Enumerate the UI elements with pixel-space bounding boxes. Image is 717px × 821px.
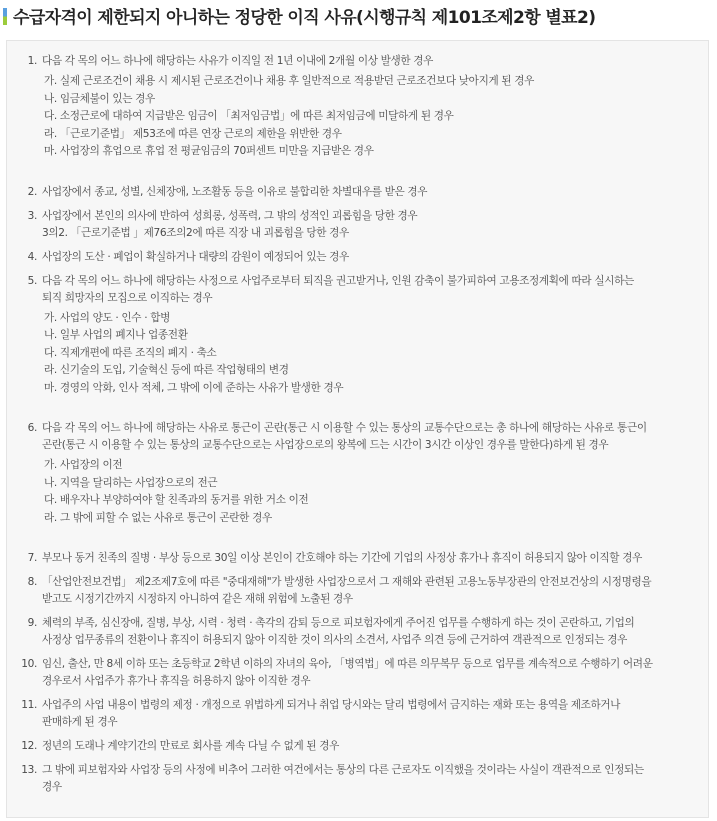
item-number: 10. <box>21 658 37 670</box>
item-number: 4. <box>27 250 37 263</box>
list-item <box>7 738 708 755</box>
item-number: 2. <box>27 185 37 198</box>
item-text: 사업장에서 종교, 성별, 신체장애, 노조활동 등을 이유로 불합리한 차별대우를 받은 경우 <box>42 185 428 198</box>
item-text: 사업장의 도산 · 폐업이 확실하거나 대량의 감원이 예정되어 있는 경우 <box>42 250 349 263</box>
item-text: 부모나 동거 친족의 질병 · 부상 등으로 30일 이상 본인이 간호해야 하는 기간에 기업의 사정상 휴가나 휴직이 허용되지 않아 이직할 경우 <box>42 552 642 564</box>
list-item <box>7 273 708 398</box>
item-text: 정년의 도래나 계약기간의 만료로 회사를 계속 다닐 수 없게 된 경우 <box>42 740 340 752</box>
sub-list-item: 가. 사업의 양도 · 인수 · 합병 <box>44 311 170 324</box>
page-header <box>0 0 717 34</box>
item-number: 6. <box>27 422 37 434</box>
sub-list-item: 나. 지역을 달리하는 사업장으로의 전근 <box>44 476 218 489</box>
sub-list-item: 라. 「근로기준법」 제53조에 따른 연장 근로의 제한을 위반한 경우 <box>44 127 342 140</box>
item-text: 그 밖에 피보험자와 사업장 등의 사정에 비추어 그러한 여건에서는 통상의 다른 근로자도 이직했을 것이라는 사실이 객관적으로 인정되는 <box>42 764 644 776</box>
item-text: 판매하게 된 경우 <box>42 716 118 728</box>
list-item <box>7 249 708 266</box>
item-number: 9. <box>27 617 37 629</box>
content-box <box>6 40 709 818</box>
item-text: 「산업안전보건법」 제2조제7호에 따른 "중대재해"가 발생한 사업장으로서 그 재해와 관련된 고용노동부장관의 안전보건상의 시정명령을 <box>42 576 652 588</box>
sub-list-item: 나. 임금체불이 있는 경우 <box>44 92 155 105</box>
item-number: 12. <box>21 740 37 752</box>
item-number: 5. <box>27 274 37 287</box>
list-item <box>7 697 708 731</box>
page-title: 수급자격이 제한되지 아니하는 정당한 이직 사유(시행규칙 제101조제2항 별표2) <box>13 8 596 28</box>
item-text: 체력의 부족, 심신장애, 질병, 부상, 시력 · 청력 · 촉각의 감퇴 등으로 피보험자에게 주어진 업무를 수행하게 하는 것이 곤란하고, 기업의 <box>42 617 635 629</box>
item-text: 받고도 시정기간까지 시정하지 아니하여 같은 재해 위험에 노출된 경우 <box>42 593 353 605</box>
item-number: 13. <box>21 764 37 776</box>
list-item <box>7 420 708 527</box>
list-item <box>7 574 708 608</box>
list-item <box>7 53 708 161</box>
sub-list-item: 다. 배우자나 부양하여야 할 친족과의 동거를 위한 거소 이전 <box>44 494 309 506</box>
sub-list <box>42 310 694 398</box>
sub-list-item: 라. 그 밖에 피할 수 없는 사유로 통근이 곤란한 경우 <box>44 511 272 524</box>
item-text: 다음 각 목의 어느 하나에 해당하는 사유가 이직일 전 1년 이내에 2개월 이상 발생한 경우 <box>42 55 434 67</box>
item-number: 11. <box>21 699 37 711</box>
list-item <box>7 615 708 649</box>
sub-list <box>42 73 694 161</box>
sub-list-item: 다. 소정근로에 대하여 지급받은 임금이 「최저임금법」에 따른 최저임금에 미달하게 된 경우 <box>44 110 454 122</box>
list-item <box>7 656 708 690</box>
item-text: 임신, 출산, 만 8세 이하 또는 초등학교 2학년 이하의 자녀의 육아, 「병역법」에 따른 의무복무 등으로 업무를 계속적으로 수행하기 어려운 <box>42 658 653 670</box>
item-text: 곤란(통근 시 이용할 수 있는 통상의 교통수단으로는 사업장으로의 왕복에 드는 시간이 3시간 이상인 경우를 말한다)하게 된 경우 <box>42 439 609 451</box>
item-text: 다음 각 목의 어느 하나에 해당하는 사정으로 사업주로부터 퇴직을 권고받거나, 인원 감축이 불가피하여 고용조정계획에 따라 실시하는 <box>42 274 634 287</box>
sub-list <box>42 457 694 527</box>
sub-list-item: 가. 실제 근로조건이 채용 시 제시된 근로조건이나 채용 후 일반적으로 적용받던 근로조건보다 낮아지게 된 경우 <box>44 75 535 87</box>
title-accent-bar <box>3 8 7 25</box>
item-text: 3의2. 「근로기준법 」제76조의2에 따른 직장 내 괴롭힘을 당한 경우 <box>42 226 349 239</box>
item-text: 경우로서 사업주가 휴가나 휴직을 허용하지 않아 이직한 경우 <box>42 675 311 687</box>
item-text: 퇴직 희망자의 모집으로 이직하는 경우 <box>42 291 213 304</box>
list-item <box>7 184 708 201</box>
sub-list-item: 다. 직제개편에 따른 조직의 폐지 · 축소 <box>44 346 217 359</box>
sub-list-item: 가. 사업장의 이전 <box>44 459 123 471</box>
reason-list <box>7 53 708 796</box>
item-text: 경우 <box>42 781 62 793</box>
list-item <box>7 550 708 567</box>
item-text: 다음 각 목의 어느 하나에 해당하는 사유로 통근이 곤란(통근 시 이용할 수 있는 통상의 교통수단으로는 총 하나에 해당하는 사유로 통근이 <box>42 422 647 434</box>
item-text: 사업주의 사업 내용이 법령의 제정 · 개정으로 위법하게 되거나 취업 당시와는 달리 법령에서 금지하는 재화 또는 용역을 제조하거나 <box>42 699 621 711</box>
sub-list-item: 마. 사업장의 휴업으로 휴업 전 평균임금의 70퍼센트 미만을 지급받은 경우 <box>44 145 374 157</box>
item-text: 사정상 업무종류의 전환이나 휴직이 허용되지 않아 이직한 것이 의사의 소견서, 사업주 의견 등에 근거하여 객관적으로 인정되는 경우 <box>42 634 628 646</box>
sub-list-item: 나. 일부 사업의 폐지나 업종전환 <box>44 329 188 341</box>
item-number: 1. <box>27 55 37 67</box>
sub-list-item: 마. 경영의 악화, 인사 적체, 그 밖에 이에 준하는 사유가 발생한 경우 <box>44 381 344 394</box>
list-item <box>7 208 708 242</box>
sub-list-item: 라. 신기술의 도입, 기술혁신 등에 따른 작업형태의 변경 <box>44 364 289 376</box>
item-text: 사업장에서 본인의 의사에 반하여 성희롱, 성폭력, 그 밖의 성적인 괴롭힘을 당한 경우 <box>42 209 418 222</box>
list-item <box>7 762 708 796</box>
item-number: 7. <box>27 552 37 564</box>
item-number: 8. <box>27 576 37 588</box>
item-number: 3. <box>27 209 37 222</box>
